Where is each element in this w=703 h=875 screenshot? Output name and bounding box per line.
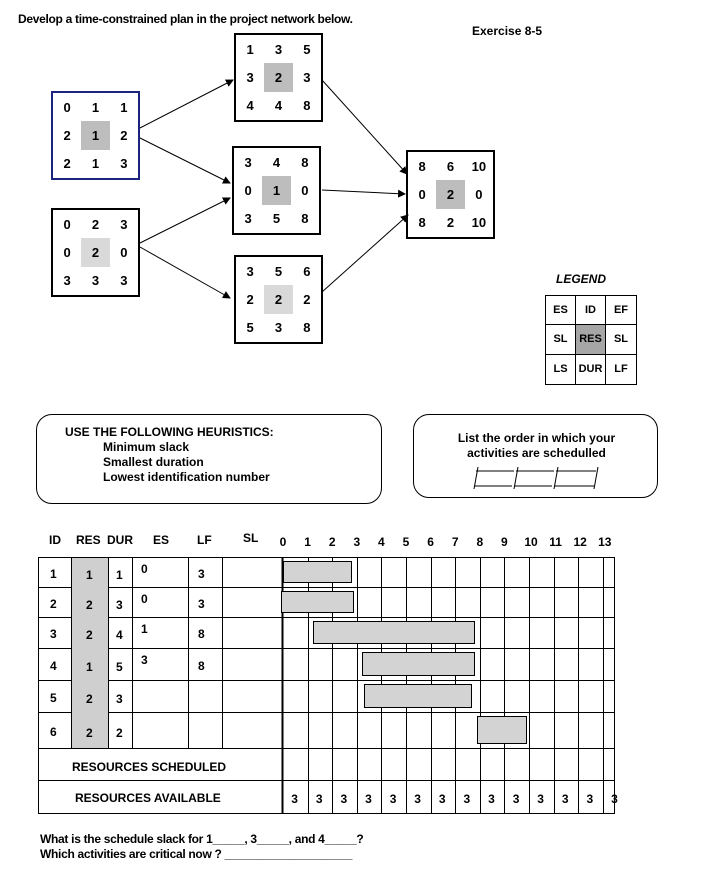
row-3-dur: 4 [116,628,123,642]
col-header-lf: LF [197,533,212,547]
node-1-res: 1 [81,121,109,149]
res-column-shade [72,558,109,749]
node-4-res: 1 [262,176,290,204]
node-3-ls: 4 [246,98,254,114]
heuristic-rule-1: Minimum slack [103,440,190,454]
node-4-dur: 5 [272,211,281,227]
node-2-dur: 3 [91,273,100,289]
time-label-8: 8 [476,535,484,549]
gantt-bar-activity-6 [477,716,526,744]
node-4-id: 4 [272,154,281,170]
time-label-7: 7 [451,535,459,549]
node-3-res: 2 [264,63,292,91]
node-1-sl: 2 [63,127,71,143]
node-4-sl2: 0 [301,182,309,198]
node-4-ef: 8 [301,154,309,170]
node-2-res: 2 [81,238,109,266]
node-6-ls: 8 [418,215,426,231]
row-3-res: 2 [86,628,93,642]
gantt-bar-activity-2 [281,591,355,613]
node-6-lf: 10 [471,215,487,231]
time-label-12: 12 [573,535,587,549]
order-line-1: List the order in which your [457,431,616,445]
node-1-ef: 1 [120,99,128,115]
node-5-dur: 3 [274,320,283,336]
resource-available-t3: 3 [365,792,372,806]
node-5-id: 5 [274,263,283,279]
row-2-res: 2 [86,597,93,612]
node-2-ls: 3 [63,273,71,289]
gantt-bar-activity-5 [364,684,472,708]
time-label-10: 10 [524,535,538,549]
legend-ef: EF [606,296,636,325]
legend-dur: DUR [576,355,606,384]
row-3-es: 1 [141,622,148,636]
order-line-2: activities are schedulled [467,446,606,460]
row-1-res: 1 [86,567,93,582]
row-1-dur: 1 [116,567,123,582]
legend-id: ID [576,296,606,325]
node-6-sl2: 0 [475,186,483,202]
node-6-ef: 10 [471,158,487,174]
row-2-dur: 3 [116,597,123,612]
node-5-res: 2 [264,285,292,313]
legend-title: LEGEND [556,272,607,286]
node-1-ls: 2 [63,156,71,172]
resource-available-t9: 3 [512,792,520,806]
row-5-id: 5 [50,690,57,705]
row-4-res: 1 [86,659,93,674]
node-5-sl: 2 [246,291,254,307]
node-2-sl2: 0 [120,244,128,260]
resource-available-t12: 3 [586,792,594,806]
row-1-es: 0 [141,562,148,576]
time-label-3: 3 [353,535,361,549]
row-5-dur: 3 [116,691,123,706]
time-label-2: 2 [328,535,336,549]
resource-available-t8: 3 [488,792,495,806]
heuristic-rule-2: Smallest duration [103,455,204,469]
col-header-sl: SL [243,531,259,545]
question-slack: What is the schedule slack for 1_____, 3_____, and 4_____? [40,832,364,846]
node-2-lf: 3 [120,273,128,289]
resource-available-t1: 3 [315,792,323,806]
node-6-id: 6 [446,158,455,174]
col-header-dur: DUR [107,533,133,547]
page-title: Develop a time-constrained plan in the project network below. [18,12,353,26]
node-5-es: 3 [246,263,254,279]
row-4-dur: 5 [116,659,123,674]
node-3-id: 3 [274,41,283,57]
heuristics-title: USE THE FOLLOWING HEURISTICS: [65,425,274,439]
node-6-sl: 0 [418,186,426,202]
legend-sl2: SL [606,325,636,354]
node-3-ef: 5 [303,41,311,57]
time-label-0: 0 [279,535,287,549]
time-label-5: 5 [402,535,410,549]
row-4-id: 4 [50,658,57,673]
node-3-es: 1 [246,41,254,57]
resources-scheduled-label: RESOURCES SCHEDULED [72,760,227,774]
node-1-dur: 1 [91,156,100,172]
node-1-es: 0 [63,99,71,115]
legend-ls: LS [546,355,576,384]
node-4-es: 3 [244,154,252,170]
node-2-ef: 3 [120,216,128,232]
node-4-lf: 8 [301,211,309,227]
node-4-sl: 0 [244,182,252,198]
row-1-lf: 3 [198,566,205,581]
node-2-id: 2 [91,216,100,232]
node-4-ls: 3 [244,211,252,227]
row-5-res: 2 [86,691,93,706]
row-2-id: 2 [50,596,57,611]
node-3-sl2: 3 [303,69,311,85]
node-5-sl2: 2 [303,291,311,307]
row-3-lf: 8 [198,627,205,641]
resource-available-t13: 3 [611,792,618,806]
legend-es: ES [546,296,576,325]
row-4-es: 3 [141,653,148,667]
resource-available-t5: 3 [414,792,421,806]
gantt-bar-activity-4 [362,652,475,676]
node-5-ef: 6 [303,263,311,279]
gantt-bar-activity-3 [313,621,475,644]
col-header-id: ID [49,533,61,547]
exercise-label: Exercise 8-5 [472,24,543,38]
node-5-ls: 5 [246,320,254,336]
node-6-dur: 2 [446,215,455,231]
col-header-res: RES [76,533,101,547]
time-label-1: 1 [304,535,311,549]
question-critical: Which activities are critical now ? ____________________ [40,847,353,861]
time-label-6: 6 [427,535,434,549]
row-6-id: 6 [50,724,57,739]
resource-available-t10: 3 [537,792,544,806]
resource-available-t6: 3 [438,792,446,806]
node-5-lf: 8 [303,320,311,336]
resource-available-t7: 3 [463,792,471,806]
row-2-es: 0 [141,592,148,606]
resources-available-label: RESOURCES AVAILABLE [75,791,221,805]
resource-available-t4: 3 [389,792,397,806]
node-3-sl: 3 [246,69,254,85]
heuristic-rule-3: Lowest identification number [103,470,270,484]
node-6-res: 2 [436,180,464,208]
node-1-sl2: 2 [120,127,128,143]
legend-sl: SL [546,325,576,354]
resource-available-t0: 3 [291,792,298,806]
time-label-4: 4 [378,535,385,549]
node-6-es: 8 [418,158,426,174]
row-6-res: 2 [86,725,93,740]
legend-lf: LF [614,363,628,376]
node-1-id: 1 [91,99,100,115]
node-2-sl: 0 [63,244,71,260]
time-label-11: 11 [549,535,562,549]
resource-available-t11: 3 [561,792,569,806]
col-header-es: ES [153,533,170,547]
node-1-lf: 3 [120,156,128,172]
row-6-dur: 2 [116,725,123,740]
resource-available-t2: 3 [340,792,348,806]
row-3-id: 3 [50,627,57,641]
node-3-lf: 8 [303,98,311,114]
row-1-id: 1 [50,566,57,581]
row-2-lf: 3 [198,596,205,611]
time-label-9: 9 [501,535,508,549]
time-label-13: 13 [598,535,612,549]
node-2-es: 0 [63,216,71,232]
gantt-bar-activity-1 [283,561,352,583]
legend-res: RES [576,325,606,354]
node-3-dur: 4 [274,98,283,114]
row-4-lf: 8 [198,658,205,673]
